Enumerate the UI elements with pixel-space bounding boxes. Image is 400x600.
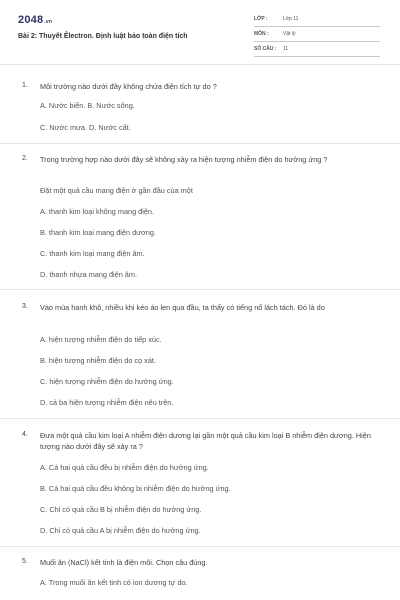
option-d[interactable]: D. cả ba hiện tượng nhiễm điện nêu trên.	[40, 398, 174, 407]
subject-label: MÔN :	[254, 31, 269, 37]
option-line[interactable]: C. Nước mưa. D. Nước cất.	[40, 123, 131, 132]
question-number: 4.	[22, 431, 28, 438]
question-number: 5.	[22, 558, 28, 565]
option-a[interactable]: A. thanh kim loại không mang điện.	[40, 207, 154, 216]
option-d[interactable]: D. Chỉ có quả cầu A bị nhiễm điện do hưởng ứng.	[40, 526, 201, 535]
question-stem: Đặt một quả cầu mang điện ở gần đầu của một	[40, 186, 193, 195]
option-line[interactable]: A. Nước biển. B. Nước sông.	[40, 101, 135, 110]
option-d[interactable]: D. thanh nhựa mang điện âm.	[40, 270, 137, 279]
class-label: LỚP :	[254, 16, 268, 22]
option-b[interactable]: B. hiện tượng nhiễm điện do cọ xát.	[40, 356, 156, 365]
question-text: Vào mùa hanh khô, nhiều khi kéo áo len qua đầu, ta thấy có tiếng nổ lách tách. Đó là do	[40, 303, 325, 312]
option-c[interactable]: C. thanh kim loại mang điện âm.	[40, 249, 145, 258]
option-c[interactable]: C. Chỉ có quả cầu B bị nhiễm điện do hưởng ứng.	[40, 505, 202, 514]
option-a[interactable]: A. Cả hai quả cầu đều bị nhiễm điện do hưởng ứng.	[40, 463, 209, 472]
page-header	[0, 0, 400, 64]
question-number: 2.	[22, 155, 28, 162]
question-separator	[0, 546, 400, 547]
subject-value: Vật lý	[283, 31, 296, 37]
question-count-row	[254, 44, 380, 57]
class-row	[254, 14, 380, 27]
question-text: Đưa một quả cầu kim loại A nhiễm điện dương lại gần một quả cầu kim loại B nhiễm điện dương. Hiện tượng nào dưới đây sẽ xảy ra ?	[40, 431, 371, 451]
option-a[interactable]: A. hiện tượng nhiễm điện do tiếp xúc.	[40, 335, 162, 344]
class-value: Lớp 11	[283, 16, 299, 22]
site-logo[interactable]: 2048.vn	[18, 14, 53, 26]
option-a[interactable]: A. Trong muối ăn kết tinh có ion dương tự do.	[40, 578, 188, 587]
option-b[interactable]: B. thanh kim loại mang điện dương.	[40, 228, 156, 237]
option-b[interactable]: B. Cả hai quả cầu đều không bị nhiễm điện do hưởng ứng.	[40, 484, 231, 493]
question-separator	[0, 289, 400, 290]
option-c[interactable]: C. hiện tượng nhiễm điện do hưởng ứng.	[40, 377, 174, 386]
question-number: 3.	[22, 303, 28, 310]
question-separator	[0, 143, 400, 144]
question-text: Trong trường hợp nào dưới đây sẽ không xảy ra hiện tượng nhiễm điện do hưởng ứng ?	[40, 155, 328, 164]
question-text: Môi trường nào dưới đây không chứa điện tích tự do ?	[40, 82, 217, 91]
question-number: 1.	[22, 82, 28, 89]
question-text: Muối ăn (NaCl) kết tinh là điện môi. Chọn câu đúng.	[40, 558, 208, 567]
lesson-title: Bài 2: Thuyết Êlectron. Định luật bảo toàn điện tích	[18, 33, 188, 40]
header-divider	[0, 64, 400, 65]
question-count-label: SỐ CÂU :	[254, 46, 277, 52]
question-separator	[0, 418, 400, 419]
subject-row	[254, 29, 380, 42]
question-count-value: 11	[283, 46, 289, 52]
